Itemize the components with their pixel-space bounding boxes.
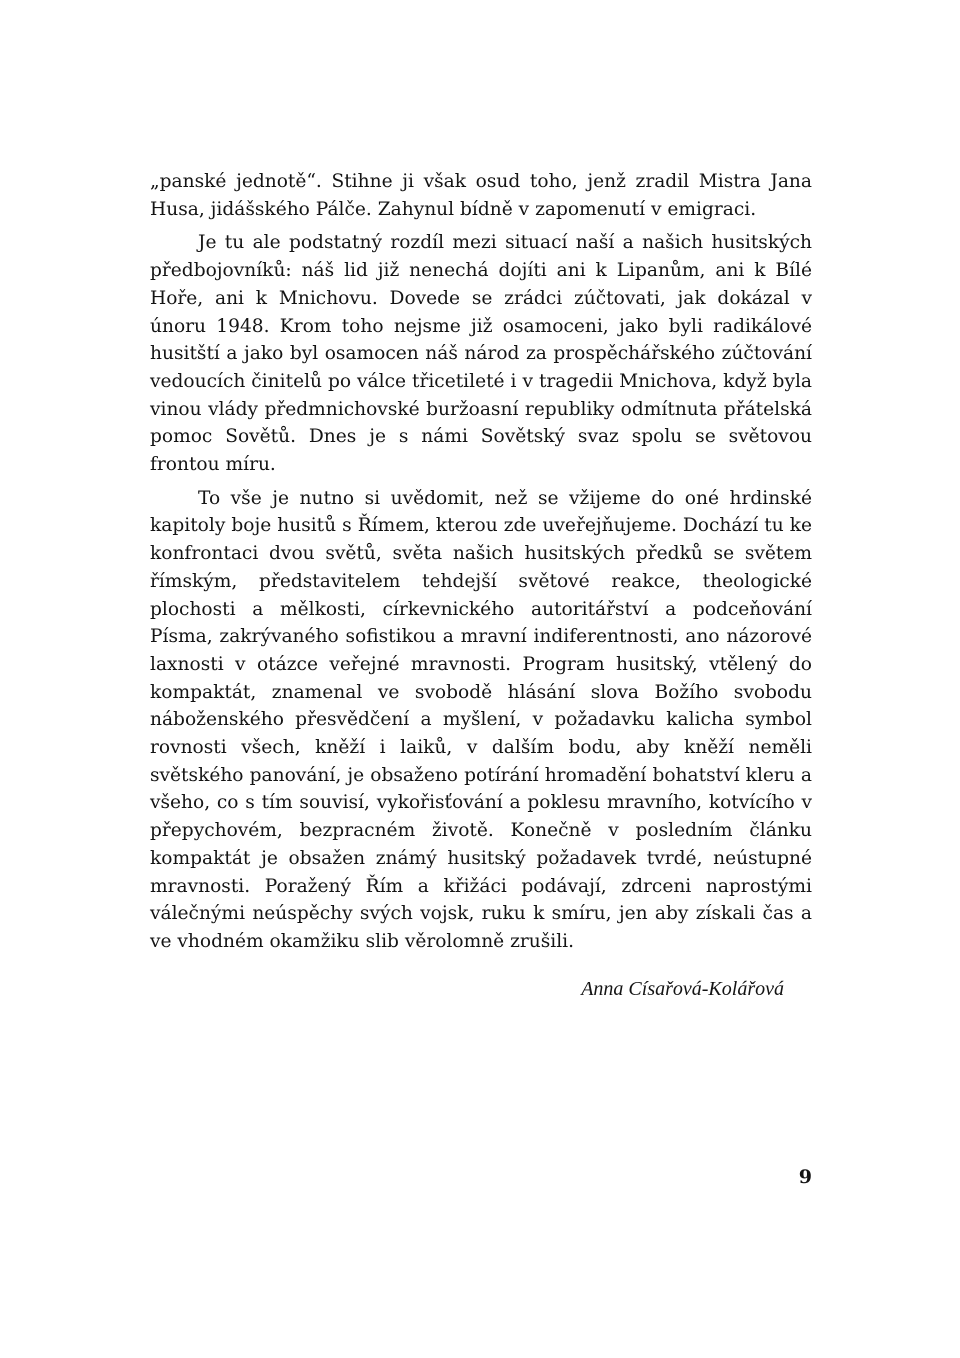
author-signature: Anna Císařová-Kolářová bbox=[581, 977, 784, 1000]
paragraph-1: „panské jednotě“. Stihne ji však osud toho, jenž zradil Mistra Jana Husa, jidášského Pálče. Zahynul bídně v zapomenutí v emigraci. bbox=[150, 171, 812, 220]
page-body bbox=[150, 168, 812, 1003]
paragraph-3: To vše je nutno si uvědomit, než se vžijeme do oné hrdinské kapitoly boje husitů s Římem, kterou zde uveřejňujeme. Dochází tu ke konfrontaci dvou světů, světa našich husitských předků se světem římským, představitelem tehdejší světové reakce, theologické plochosti a mělkosti, církevnického autoritářství a podceňování Písma, zakrývaného sofistikou a mravní indiferentnosti, ano názorové laxnosti v otázce veřejné mravnosti. Program husitský, vtělený do kompaktát, znamenal ve svobodě hlásání slova Božího svobodu náboženského přesvědčení a myšlení, v požadavku kalicha symbol rovnosti všech, kněží i laiků, v dalším bodu, aby kněží neměli světského panování, je obsaženo potírání hromadění bohatství kleru a všeho, co s tím souvisí, vykořisťování a poklesu mravního, kotvícího v přepychovém, bezpracném životě. Konečně v posledním článku kompaktát je obsažen známý husitský požadavek tvrdé, neústupné mravnosti. Poražený Řím a křižáci podávají, zdrceni naprostými válečnými neúspěchy svých vojsk, ruku k smíru, jen aby získali čas a ve vhodném okamžiku slib věrolomně zrušili. bbox=[150, 487, 812, 952]
paragraph-2: Je tu ale podstatný rozdíl mezi situací naší a našich husitských předbojovníků: náš lid již nenechá dojíti ani k Lipanům, ani k Bílé Hoře, ani k Mnichovu. Dovede se zrádci zúčtovati, jak dokázal v únoru 1948. Krom toho nejsme již osamoceni, jako byli radikálové husitští a jako byl osamocen náš národ za prospěchářského zúčtování vedoucích činitelů po válce třicetileté i v tragedii Mnichova, když byla vinou vlády předmnichovské buržoasní republiky odmítnuta přátelská pomoc Sovětů. Dnes je s námi Sovětský svaz spolu se světovou frontou míru. bbox=[150, 232, 812, 476]
page-number: 9 bbox=[798, 1166, 812, 1188]
